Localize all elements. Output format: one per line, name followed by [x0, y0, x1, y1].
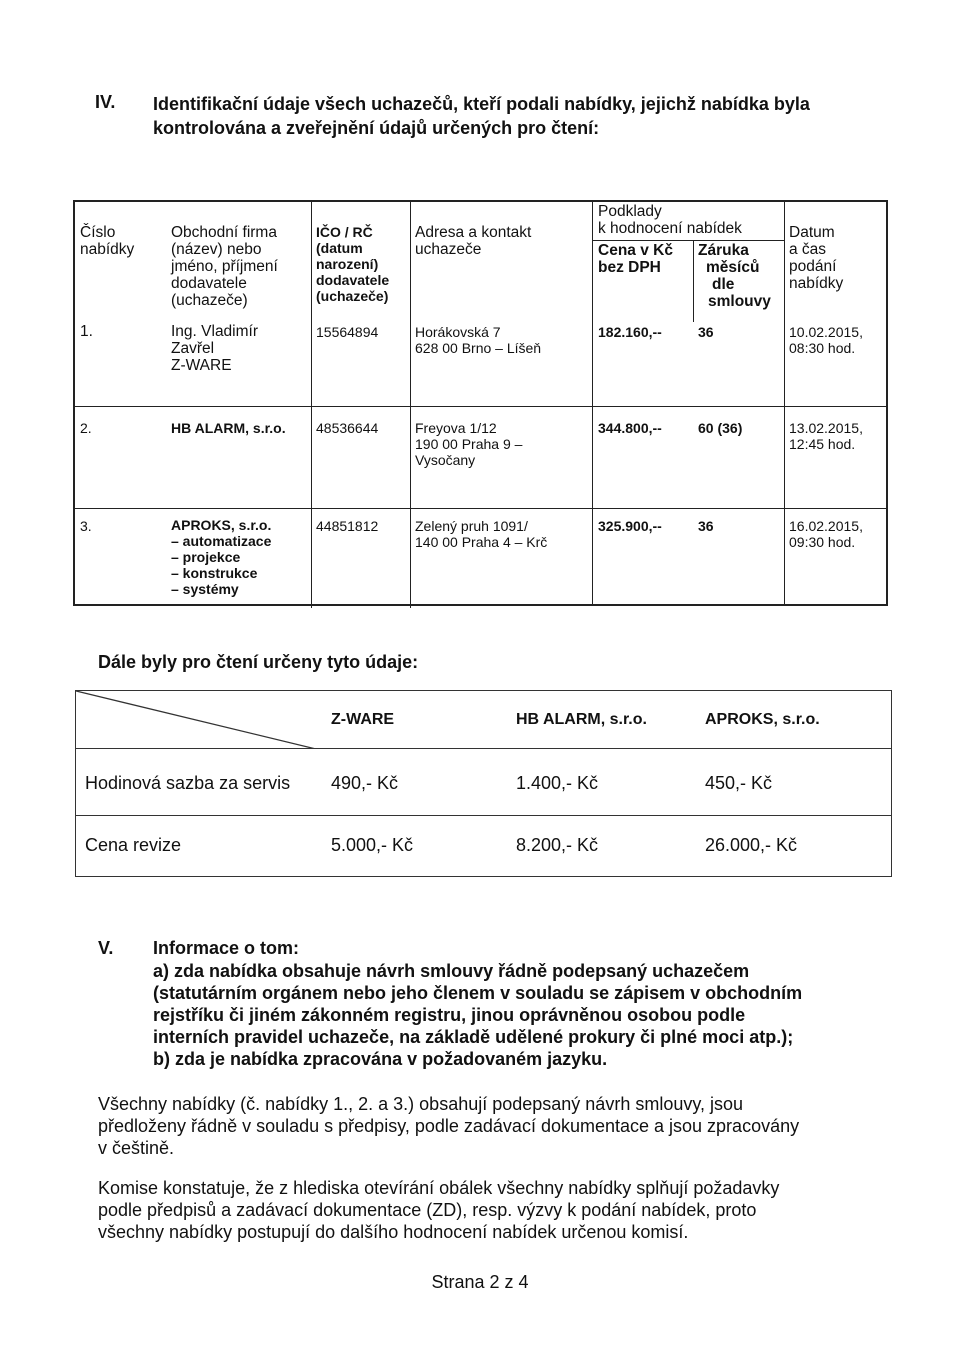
offer-firm [171, 323, 258, 374]
offer-warranty: 36 [698, 518, 714, 534]
para-line: všechny nabídky postupují do dalšího hodnocení nabídek určenou komisí. [98, 1222, 689, 1242]
offer-price: 182.160,-- [598, 324, 662, 340]
address-line: Vysočany [415, 452, 476, 468]
datetime-line: 13.02.2015, [789, 420, 863, 436]
header-text: k hodnocení nabídek [598, 220, 742, 237]
para-line: podle předpisů a zadávací dokumentace (ZD), resp. výzvy k podání nabídek, proto [98, 1200, 757, 1220]
firm-line: – konstrukce [171, 565, 258, 581]
reading-col-aproks: APROKS, s.r.o. [705, 711, 820, 728]
header-text: smlouvy [708, 293, 771, 310]
reading-value: 8.200,- Kč [516, 835, 599, 855]
reading-value: 1.400,- Kč [516, 773, 599, 793]
header-number [80, 224, 134, 258]
header-text: Záruka [698, 242, 749, 259]
offer-number: 2. [80, 420, 92, 436]
header-datetime [789, 224, 843, 292]
header-text: nabídky [80, 241, 135, 258]
address-line: 190 00 Praha 9 – [415, 436, 523, 452]
col-divider [784, 202, 785, 604]
header-text: Číslo [80, 224, 116, 241]
header-text: (datum [316, 240, 363, 256]
title-line: Identifikační údaje všech uchazečů, kteří podali nabídky, jejichž nabídka byla [153, 94, 810, 114]
header-text: (uchazeče) [171, 292, 248, 309]
item-line: (statutárním orgánem nebo jeho členem v souladu se zápisem v obchodním [153, 983, 803, 1003]
row-divider [592, 240, 784, 241]
row-divider [76, 815, 891, 816]
header-price [598, 242, 673, 276]
section-v-title: Informace o tom: [153, 938, 300, 958]
header-text: (uchazeče) [316, 288, 389, 304]
offer-warranty: 36 [698, 324, 714, 340]
firm-line: HB ALARM, s.r.o. [171, 420, 286, 436]
offer-datetime [789, 518, 863, 550]
reading-intro: Dále byly pro čtení určeny tyto údaje: [98, 652, 419, 672]
reading-value: 26.000,- Kč [705, 835, 798, 855]
header-text: (název) nebo [171, 241, 262, 258]
reading-col-hbalarm: HB ALARM, s.r.o. [516, 711, 647, 728]
header-text: dodavatele [316, 272, 390, 288]
reading-row-label: Hodinová sazba za servis [85, 773, 291, 793]
header-text: Podklady [598, 203, 662, 220]
header-text: Cena v Kč [598, 242, 673, 259]
header-text: Datum [789, 224, 835, 241]
offer-ico: 48536644 [316, 420, 379, 436]
offer-number: 3. [80, 518, 92, 534]
para-line: Všechny nabídky (č. nabídky 1., 2. a 3.) obsahují podepsaný návrh smlouvy, jsou [98, 1094, 744, 1114]
paragraph-offers [98, 1093, 874, 1159]
section-iv-title [153, 92, 893, 140]
section-v-number: V. [98, 938, 114, 958]
header-text: podání [789, 258, 837, 275]
header-text: bez DPH [598, 259, 661, 276]
header-text: dodavatele [171, 275, 247, 292]
header-warranty [698, 242, 771, 310]
reading-value: 490,- Kč [331, 773, 399, 793]
offer-address [415, 324, 541, 356]
offer-ico: 15564894 [316, 324, 379, 340]
para-line: v češtině. [98, 1138, 175, 1158]
firm-line: APROKS, s.r.o. [171, 517, 272, 533]
offer-firm [171, 420, 286, 436]
reading-row-label: Cena revize [85, 835, 182, 855]
address-line: 140 00 Praha 4 – Krč [415, 534, 548, 550]
address-line: Freyova 1/12 [415, 420, 497, 436]
datetime-line: 08:30 hod. [789, 340, 856, 356]
firm-line: – systémy [171, 581, 239, 597]
header-text: nabídky [789, 275, 844, 292]
reading-value: 450,- Kč [705, 773, 773, 793]
offer-datetime [789, 324, 863, 356]
firm-line: – automatizace [171, 533, 272, 549]
header-text: dle [712, 276, 735, 293]
para-line: předloženy řádně v souladu s předpisy, podle zadávací dokumentace a jsou zpracovány [98, 1116, 800, 1136]
datetime-line: 09:30 hod. [789, 534, 856, 550]
datetime-line: 16.02.2015, [789, 518, 863, 534]
item-line: interních pravidel uchazeče, na základě udělené prokury či plné moci atp.); [153, 1027, 794, 1047]
firm-line: Zavřel [171, 340, 215, 357]
row-divider [75, 508, 886, 509]
reading-value: 5.000,- Kč [331, 835, 414, 855]
diagonal-line [76, 691, 316, 749]
title-line: kontrolována a zveřejnění údajů určených pro čtení: [153, 118, 600, 138]
firm-line: Z-WARE [171, 357, 232, 374]
header-text: narození) [316, 256, 379, 272]
datetime-line: 10.02.2015, [789, 324, 863, 340]
offer-firm [171, 517, 271, 597]
item-line: a) zda nabídka obsahuje návrh smlouvy řádně podepsaný uchazečem [153, 961, 750, 981]
firm-line: – projekce [171, 549, 241, 565]
address-line: Zelený pruh 1091/ [415, 518, 528, 534]
address-line: 628 00 Brno – Líšeň [415, 340, 542, 356]
datetime-line: 12:45 hod. [789, 436, 856, 452]
col-divider [592, 202, 593, 604]
header-text: jméno, příjmení [171, 258, 278, 275]
header-text: Obchodní firma [171, 224, 277, 241]
para-line: Komise konstatuje, že z hlediska otevírání obálek všechny nabídky splňují požadavky [98, 1178, 780, 1198]
row-divider [75, 406, 886, 407]
offer-price: 325.900,-- [598, 518, 662, 534]
item-line: rejstříku či jiném zákonném registru, jinou oprávněnou osobou podle [153, 1005, 746, 1025]
header-address [415, 224, 531, 258]
col-divider [693, 240, 694, 322]
col-divider [410, 202, 411, 608]
header-text: uchazeče [415, 241, 482, 258]
header-text: a čas [789, 241, 827, 258]
address-line: Horákovská 7 [415, 324, 501, 340]
offer-warranty: 60 (36) [698, 420, 743, 436]
section-v-items [153, 960, 871, 1070]
section-iv-number: IV. [95, 92, 116, 112]
header-text: měsíců [706, 259, 760, 276]
page-number: Strana 2 z 4 [431, 1272, 529, 1292]
col-divider [311, 202, 312, 608]
offer-address [415, 518, 547, 550]
header-text: Adresa a kontakt [415, 224, 532, 241]
offer-datetime [789, 420, 863, 452]
paragraph-commission [98, 1177, 874, 1243]
item-line: b) zda je nabídka zpracována v požadovaném jazyku. [153, 1049, 608, 1069]
offer-address [415, 420, 522, 468]
offer-price: 344.800,-- [598, 420, 662, 436]
firm-line: Ing. Vladimír [171, 323, 259, 340]
reading-col-zware: Z-WARE [331, 711, 395, 728]
header-firm [171, 224, 278, 309]
header-podklady [598, 203, 742, 237]
header-ico [316, 224, 389, 304]
offer-ico: 44851812 [316, 518, 379, 534]
header-text: IČO / RČ [316, 224, 373, 240]
offer-number: 1. [80, 323, 93, 340]
